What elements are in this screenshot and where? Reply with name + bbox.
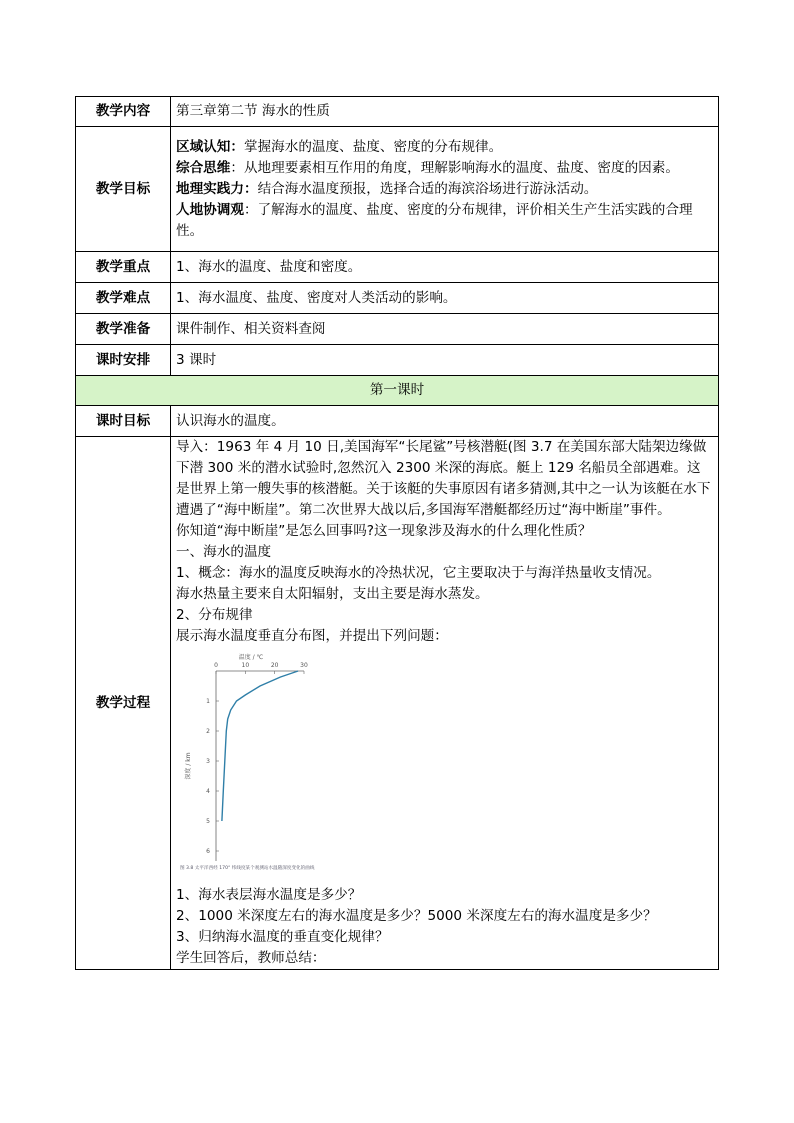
x-tick-label: 30 (300, 662, 308, 669)
chart-title: 温度 / ℃ (238, 654, 264, 661)
process-question: 你知道“海中断崖”是怎么回事吗?这一现象涉及海水的什么理化性质？ (176, 523, 592, 539)
process-subheading: 2、分布规律 (176, 607, 253, 623)
label-key: 教学重点 (76, 252, 171, 283)
value-lesson-goal: 认识海水的温度。 (171, 406, 719, 437)
y-axis-label: 深度 / km (185, 752, 192, 780)
goal-item (176, 137, 713, 158)
process-q2: 2、1000 米深度左右的海水温度是多少？5000 米深度左右的海水温度是多少？ (176, 908, 657, 924)
x-tick-label: 10 (241, 662, 250, 669)
value-difficulty: 1、海水温度、盐度、密度对人类活动的影响。 (171, 283, 719, 314)
y-tick-label: 5 (206, 818, 210, 825)
temperature-depth-chart (176, 651, 336, 881)
process-summary: 学生回答后，教师总结： (176, 950, 326, 966)
process-concept: 1、概念：海水的温度反映海水的冷热状况，它主要取决于与海洋热量收支情况。 (176, 565, 661, 581)
y-tick-label: 3 (206, 758, 210, 765)
goal-item-title: 综合思维 (176, 159, 231, 176)
y-tick-label: 6 (206, 848, 210, 855)
goal-item (176, 158, 713, 179)
label-goals: 教学目标 (76, 127, 171, 252)
process-intro: 导入：1963 年 4 月 10 日,美国海军“长尾鲨”号核潜艇(图 3.7 在美国东部大陆架边缘做下潜 300 米的潜水试验时,忽然沉入 2300 米深的海底。艇上 129 名船员全部遇难。这是世界上第一艘失事的核潜艇。关于该艇的失事原因有诸多猜测,其中之一认为该艇在水下遭遇了“海中断崖”。第二次世界大战以后,多国海军潜艇都经历过“海中断崖”事件。 (176, 439, 711, 518)
process-heading: 一、海水的温度 (176, 544, 272, 560)
value-prep: 课件制作、相关资料查阅 (171, 314, 719, 345)
goal-item-text: ：从地理要素相互作用的角度，理解影响海水的温度、盐度、密度的因素。 (230, 159, 679, 176)
value-goals (171, 127, 719, 252)
value-process (171, 437, 719, 970)
label-process: 教学过程 (76, 437, 171, 970)
value-schedule: 3 课时 (171, 345, 719, 376)
y-tick-label: 4 (206, 788, 210, 795)
chart-caption: 图 3.8 太平洋西经 170° 纬线度某个观测站水温随深度变化的曲线 (180, 866, 315, 871)
goal-item-title: 区域认知： (176, 138, 244, 155)
goal-item-title: 人地协调观 (176, 201, 244, 218)
value-key: 1、海水的温度、盐度和密度。 (171, 252, 719, 283)
chart-svg (176, 651, 336, 881)
lesson-plan-table (75, 96, 719, 970)
process-show: 展示海水温度垂直分布图，并提出下列问题： (176, 628, 448, 644)
temperature-curve (222, 671, 298, 821)
label-difficulty: 教学难点 (76, 283, 171, 314)
lesson-header: 第一课时 (76, 376, 719, 406)
y-tick-label: 1 (206, 698, 210, 705)
process-q1: 1、海水表层海水温度是多少？ (176, 887, 362, 903)
goal-item-title: 地理实践力： (176, 180, 258, 197)
label-schedule: 课时安排 (76, 345, 171, 376)
process-q3: 3、归纳海水温度的垂直变化规律？ (176, 929, 389, 945)
x-tick-label: 20 (270, 662, 279, 669)
goal-item (176, 179, 713, 200)
goal-item-text: 结合海水温度预报，选择合适的海滨浴场进行游泳活动。 (257, 180, 598, 197)
label-prep: 教学准备 (76, 314, 171, 345)
process-heat: 海水热量主要来自太阳辐射，支出主要是海水蒸发。 (176, 586, 489, 602)
y-tick-group (206, 698, 219, 855)
label-content: 教学内容 (76, 97, 171, 127)
goal-item (176, 200, 713, 242)
goal-item-text: ：了解海水的温度、盐度、密度的分布规律，评价相关生产生活实践的合理性。 (176, 201, 693, 239)
label-lesson-goal: 课时目标 (76, 406, 171, 437)
goal-item-text: 掌握海水的温度、盐度、密度的分布规律。 (243, 138, 503, 155)
value-content: 第三章第二节 海水的性质 (171, 97, 719, 127)
y-tick-label: 2 (206, 728, 210, 735)
x-tick-label: 0 (214, 662, 218, 669)
